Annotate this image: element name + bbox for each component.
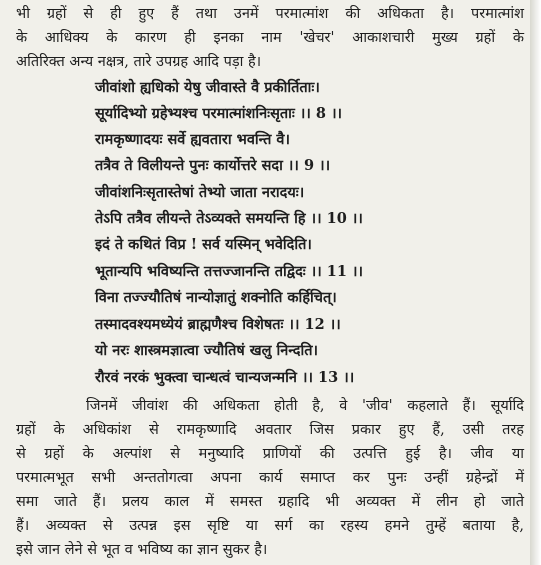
explanation-line-2: ग्रहों के अधिकांश से रामकृष्णादि अवतार जिस प्रकार हुए हैं, उसी तरह — [16, 422, 524, 438]
verse-line-10: तस्मादवश्यमध्येयं ब्राह्मणैश्च विशेषतः ।। 12 ।। — [95, 316, 341, 333]
verse-line-4: तत्रैव ते विलीयन्ते पुनः कार्योत्तरे सदा ।। 9 ।। — [95, 157, 331, 174]
verse-line-7: इदं ते कथितं विप्र ! सर्व यस्मिन् भवेदिति। — [95, 236, 312, 253]
verse-line-1: जीवांशो ह्यधिको येषु जीवास्ते वै प्रकीर्तिताः। — [95, 79, 320, 96]
intro-line-3: अतिरिक्त अन्य नक्षत्र, तारे उपग्रह आदि पड़ा है। — [16, 54, 262, 70]
explanation-line-5: समा जाते हैं। प्रलय काल में समस्त ग्रहादि भी अव्यक्त में लीन हो जाते — [16, 494, 524, 510]
verse-line-5: जीवांशनिःसृतास्तेषां तेभ्यो जाता नरादयः। — [95, 184, 305, 201]
intro-line-1: भी ग्रहों से ही हुए हैं तथा उनमें परमात्मांश की अधिकता है। परमात्मांश — [16, 6, 524, 22]
verse-line-3: रामकृष्णादयः सर्वे ह्यवतारा भवन्ति वै। — [95, 131, 290, 148]
page-edge — [530, 0, 541, 565]
verse-line-8: भूतान्यपि भविष्यन्ति तत्तज्जानन्ति तद्विदः ।। 11 ।। — [95, 263, 364, 280]
explanation-line-7: इसे जान लेने से भूत व भविष्य का ज्ञान सुकर है। — [16, 542, 268, 558]
explanation-line-1: जिनमें जीवांश की अधिकता होती है, वे 'जीव' कहलाते हैं। सूर्यादि — [86, 398, 524, 414]
verse-line-2: सूर्यादिभ्यो ग्रहेभ्यश्च परमात्मांशनिःसृताः ।। 8 ।। — [95, 105, 343, 122]
intro-line-2: के आधिक्य के कारण ही इनका नाम 'खेचर' आकाशचारी मुख्य ग्रहों के — [16, 30, 524, 46]
verse-line-9: विना तज्ज्यौतिषं नान्योज्ञातुं शक्नोति कर्हिचित्। — [95, 289, 337, 306]
verse-line-11: यो नरः शास्त्रमज्ञात्वा ज्यौतिषं खलु निन्दति। — [95, 342, 319, 359]
verse-line-12: रौरवं नरकं भुक्त्वा चान्धत्वं चान्यजन्मनि ।। 13 ।। — [95, 369, 355, 386]
explanation-line-4: परमात्मभूत सभी अन्ततोगत्वा अपना कार्य समाप्त कर पुनः उन्हीं ग्रहेन्द्रों में — [16, 470, 524, 486]
explanation-line-6: हैं। अव्यक्त से उत्पन्न इस सृष्टि या सर्ग का रहस्य हमने तुम्हें बताया है, — [16, 518, 524, 534]
verse-line-6: तेऽपि तत्रैव लीयन्ते तेऽव्यक्ते समयन्ति हि ।। 10 ।। — [95, 210, 363, 227]
explanation-line-3: से ग्रहों के अल्पांश से मनुष्यादि प्राणियों की उत्पत्ति हुई है। जीव या — [16, 446, 524, 462]
